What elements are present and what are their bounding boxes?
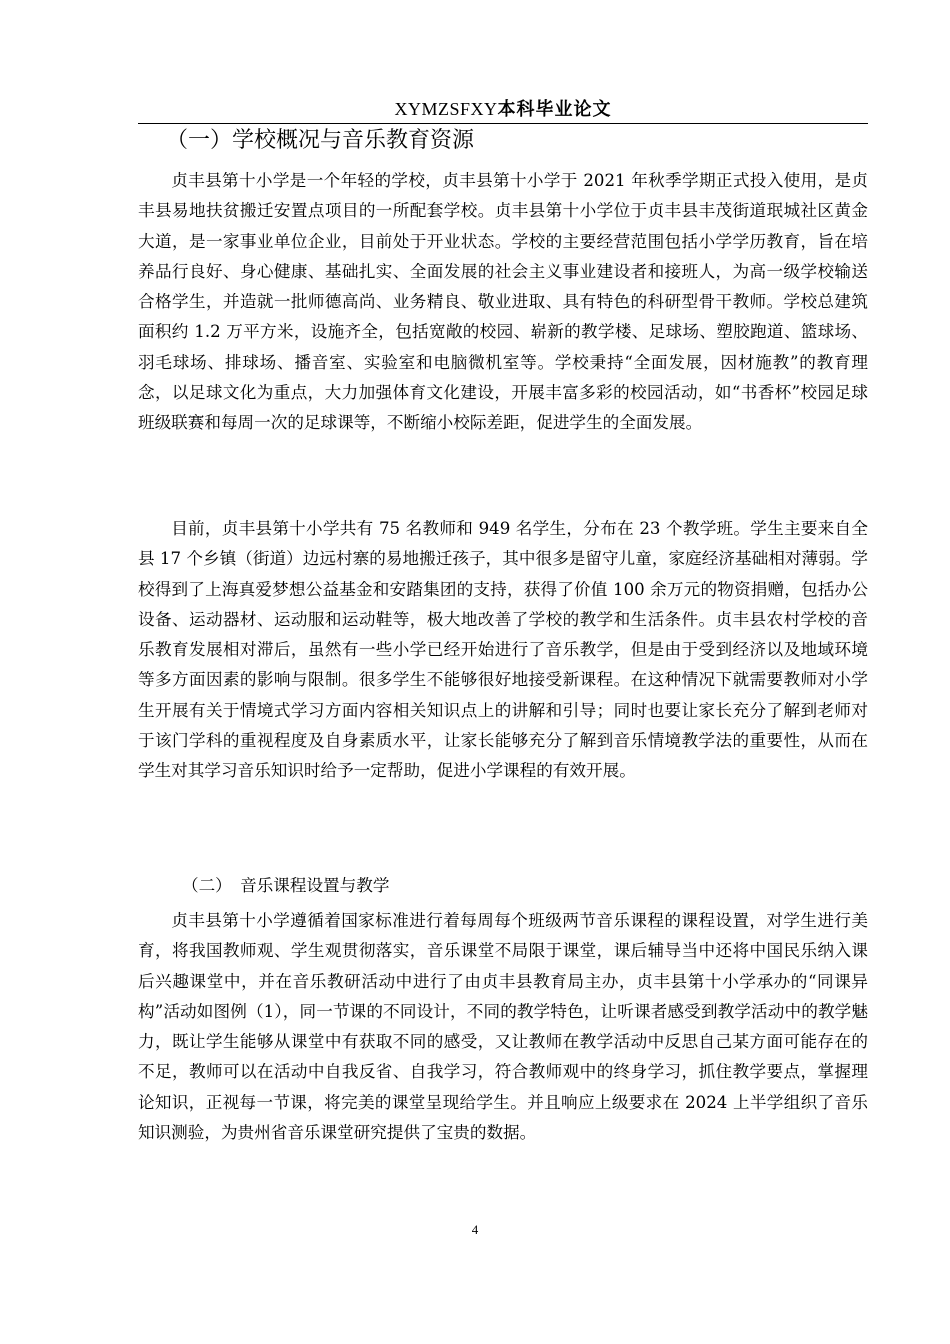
page-number: 4: [471, 1222, 479, 1237]
header-code: XYMZSFXY: [394, 99, 498, 119]
section-heading-school-overview: （一）学校概况与音乐教育资源: [166, 128, 475, 153]
page-header: [138, 96, 868, 122]
section-heading-music-curriculum: （二） 音乐课程设置与教学: [182, 876, 390, 895]
header-title: 本科毕业论文: [497, 99, 612, 120]
paragraph-music-curriculum: 贞丰县第十小学遵循着国家标准进行着每周每个班级两节音乐课程的课程设置，对学生进行美育，将我国教师观、学生观贯彻落实，音乐课堂不局限于课堂，课后辅导当中还将中国民乐纳入课后兴趣课堂中，并在音乐教研活动中进行了由贞丰县教育局主办，贞丰县第十小学承办的“同课异构”活动如图例（1），同一节课的不同设计，不同的教学特色，让听课者感受到教学活动中的教学魅力，既让学生能够从课堂中有获取不同的感受，又让教师在教学活动中反思自己某方面可能存在的不足，教师可以在活动中自我反省、自我学习，符合教师观中的终身学习，抓住教学要点，掌握理论知识，正视每一节课，将完美的课堂呈现给学生。并且响应上级要求在 2024 上半学组织了音乐知识测验，为贵州省音乐课堂研究提供了宝贵的数据。: [138, 911, 868, 1143]
paragraph-school-overview: 贞丰县第十小学是一个年轻的学校，贞丰县第十小学于 2021 年秋季学期正式投入使用，是贞丰县易地扶贫搬迁安置点项目的一所配套学校。贞丰县第十小学位于贞丰县丰茂街道珉城社区黄金大道，是一家事业单位企业，目前处于开业状态。学校的主要经营范围包括小学学历教育，旨在培养品行良好、身心健康、基础扎实、全面发展的社会主义事业建设者和接班人，为高一级学校输送合格学生，并造就一批师德高尚、业务精良、敬业进取、具有特色的科研型骨干教师。学校总建筑面积约 1.2 万平方米，设施齐全，包括宽敞的校园、崭新的教学楼、足球场、塑胶跑道、篮球场、羽毛球场、排球场、播音室、实验室和电脑微机室等。学校秉持“全面发展，因材施教”的教育理念，以足球文化为重点，大力加强体育文化建设，开展丰富多彩的校园活动，如“书香杯”校园足球班级联赛和每周一次的足球课等，不断缩小校际差距，促进学生的全面发展。: [138, 171, 868, 433]
paragraph-teachers-students: 目前，贞丰县第十小学共有 75 名教师和 949 名学生，分布在 23 个教学班。学生主要来自全县 17 个乡镇（街道）边远村寨的易地搬迁孩子，其中很多是留守儿童，家庭经济基础相对薄弱。学校得到了上海真爱梦想公益基金和安踏集团的支持，获得了价值 100 余万元的物资捐赠，包括办公设备、运动器材、运动服和运动鞋等，极大地改善了学校的教学和生活条件。贞丰县农村学校的音乐教育发展相对滞后，虽然有一些小学已经开始进行了音乐教学，但是由于受到经济以及地域环境等多方面因素的影响与限制。很多学生不能够很好地接受新课程。在这种情况下就需要教师对小学生开展有关于情境式学习方面内容相关知识点上的讲解和引导；同时也要让家长充分了解到老师对于该门学科的重视程度及自身素质水平，让家长能够充分了解到音乐情境教学法的重要性，从而在学生对其学习音乐知识时给予一定帮助，促进小学课程的有效开展。: [138, 519, 868, 781]
